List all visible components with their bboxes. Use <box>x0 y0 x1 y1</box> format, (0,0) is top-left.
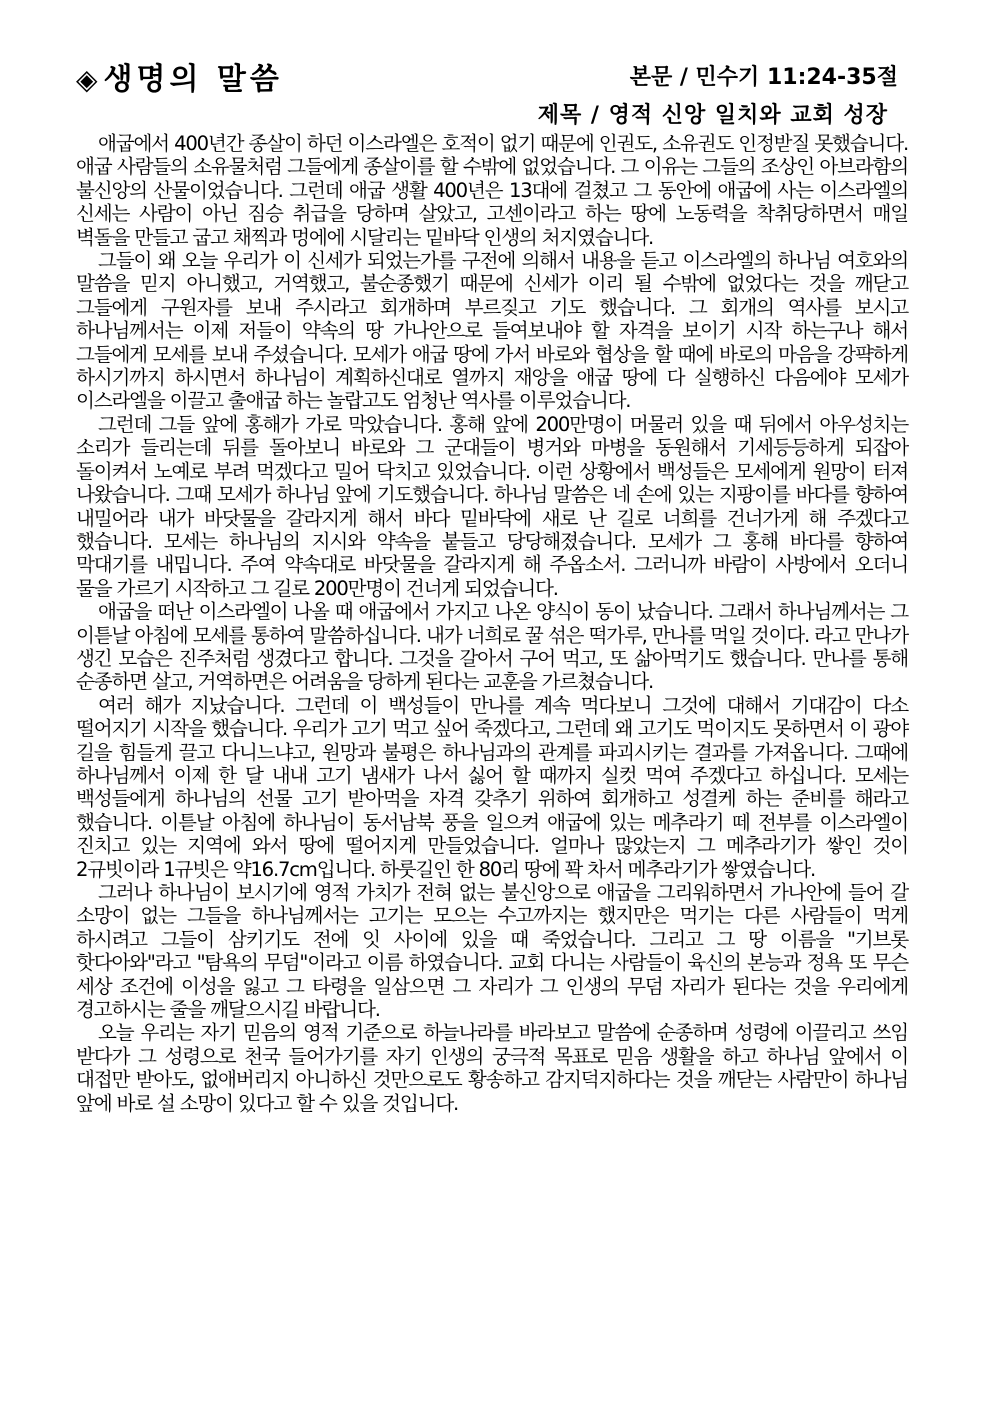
paragraph-2: 그들이 왜 오늘 우리가 이 신세가 되었는가를 구전에 의해서 내용을 듣고 이스라엘의 하나님 여호와의 말씀을 믿지 아니했고, 거역했고, 불순종했기 때문에 신세가 이리 될 수밖에 없었다는 것을 깨닫고 그들에게 구원자를 보내 주시라고 회개하며 부르짖고 기도 했습니다. 그 회개의 역사를 보시고 하나님께서는 이제 저들이 약속의 땅 가나안으로 들여보내야 할 자격을 보이기 시작 하는구나 해서 그들에게 모세를 보내 주셨습니다. 모세가 애굽 땅에 가서 바로와 협상을 할 때에 바로의 마음을 강퍅하게 하시기까지 하시면서 하나님이 계획하신대로 열까지 재앙을 애굽 땅에 다 실행하신 다음에야 모세가 이스라엘을 이끌고 출애굽 하는 놀랍고도 엄청난 역사를 이루었습니다. <box>76 249 908 413</box>
sermon-header <box>76 46 908 132</box>
scripture-reference: 본문 / 민수기 11:24-35절 <box>629 65 898 90</box>
section-title <box>76 54 283 98</box>
paragraph-4: 애굽을 떠난 이스라엘이 나올 때 애굽에서 가지고 나온 양식이 동이 났습니다. 그래서 하나님께서는 그 이튿날 아침에 모세를 통하여 말씀하십니다. 내가 너희로 꿀 섞은 떡가루, 만나를 먹일 것이다. 라고 만나가 생긴 모습은 진주처럼 생겼다고 합니다. 그것을 갈아서 구어 먹고, 또 삶아먹기도 했습니다. 만나를 통해 순종하면 살고, 거역하면은 어려움을 당하게 된다는 교훈을 가르쳤습니다. <box>76 600 908 694</box>
sermon-title: 제목 / 영적 신앙 일치와 교회 성장 <box>537 103 888 128</box>
paragraph-5: 여러 해가 지났습니다. 그런데 이 백성들이 만나를 계속 먹다보니 그것에 대해서 기대감이 다소 떨어지기 시작을 했습니다. 우리가 고기 먹고 싶어 죽겠다고, 그런데 왜 고기도 먹이지도 못하면서 이 광야 길을 힘들게 끌고 다니느냐고, 원망과 불평은 하나님과의 관계를 파괴시키는 결과를 가져옵니다. 그때에 하나님께서 이제 한 달 내내 고기 냄새가 나서 싫어 할 때까지 실컷 먹여 주겠다고 하십니다. 모세는 백성들에게 하나님의 선물 고기 받아먹을 자격 갖추기 위하여 회개하고 성결케 하는 준비를 해라고 했습니다. 이튿날 아침에 하나님이 동서남북 풍을 일으켜 애굽에 있는 메추라기 떼 전부를 이스라엘이 진치고 있는 지역에 와서 땅에 떨어지게 만들었습니다. 얼마나 많았는지 그 메추라기가 쌓인 것이 2규빗이라 1규빗은 약16.7cm입니다. 하룻길인 한 80리 땅에 꽉 차서 메추라기가 쌓였습니다. <box>76 693 908 881</box>
paragraph-3: 그런데 그들 앞에 홍해가 가로 막았습니다. 홍해 앞에 200만명이 머물러 있을 때 뒤에서 아우성치는 소리가 들리는데 뒤를 돌아보니 바로와 그 군대들이 병거와 마병을 동원해서 기세등등하게 되잡아 돌이켜서 노예로 부려 먹겠다고 밀어 닥치고 있었습니다. 이런 상황에서 백성들은 모세에게 원망이 터져 나왔습니다. 그때 모세가 하나님 앞에 기도했습니다. 하나님 말씀은 네 손에 있는 지팡이를 바다를 향하여 내밀어라 내가 바닷물을 갈라지게 해서 바다 밑바닥에 새로 난 길로 너희를 건너가게 해 주겠다고 했습니다. 모세는 하나님의 지시와 약속을 붙들고 당당해졌습니다. 모세가 그 홍해 바다를 향하여 막대기를 내밉니다. 주여 약속대로 바닷물을 갈라지게 해 주옵소서. 그러니까 바람이 사방에서 오더니 물을 가르기 시작하고 그 길로 200만명이 건너게 되었습니다. <box>76 412 908 600</box>
sermon-page <box>76 46 908 1115</box>
paragraph-1: 애굽에서 400년간 종살이 하던 이스라엘은 호적이 없기 때문에 인권도, 소유권도 인정받질 못했습니다. 애굽 사람들의 소유물처럼 그들에게 종살이를 할 수밖에 없었습니다. 그 이유는 그들의 조상인 아브라함의 불신앙의 산물이었습니다. 그런데 애굽 생활 400년은 13대에 걸쳤고 그 동안에 애굽에 사는 이스라엘의 신세는 사람이 아닌 짐승 취급을 당하며 살았고, 고센이라고 하는 땅에 노동력을 착취당하면서 매일 벽돌을 만들고 굽고 채찍과 멍에에 시달리는 밑바닥 인생의 처지였습니다. <box>76 132 908 249</box>
paragraph-6: 그러나 하나님이 보시기에 영적 가치가 전혀 없는 불신앙으로 애굽을 그리워하면서 가나안에 들어 갈 소망이 없는 그들을 하나님께서는 고기는 모으는 수고까지는 했지만은 먹기는 다른 사람들이 먹게 하시려고 그들이 삼키기도 전에 잇 사이에 있을 때 죽었습니다. 그리고 그 땅 이름을 "기브롯 핫다아와"라고 "탐욕의 무덤"이라고 이름 하였습니다. 교회 다니는 사람들이 육신의 본능과 정욕 또 무슨 세상 조건에 이성을 잃고 그 타령을 일삼으면 그 자리가 그 인생의 무덤 자리가 된다는 것을 우리에게 경고하시는 줄을 깨달으시길 바랍니다. <box>76 881 908 1022</box>
paragraph-7: 오늘 우리는 자기 믿음의 영적 기준으로 하늘나라를 바라보고 말씀에 순종하며 성령에 이끌리고 쓰임 받다가 그 성령으로 천국 들어가기를 자기 인생의 궁극적 목표로 믿음 생활을 하고 하나님 앞에서 이 대접만 받아도, 없애버리지 아니하신 것만으로도 황송하고 감지덕지하다는 것을 깨닫는 사람만이 하나님 앞에 바로 설 소망이 있다고 할 수 있을 것입니다. <box>76 1021 908 1115</box>
sermon-body <box>76 132 908 1115</box>
diamond-icon: ◈ <box>76 63 98 96</box>
section-title-text: 생명의 말씀 <box>103 62 283 97</box>
